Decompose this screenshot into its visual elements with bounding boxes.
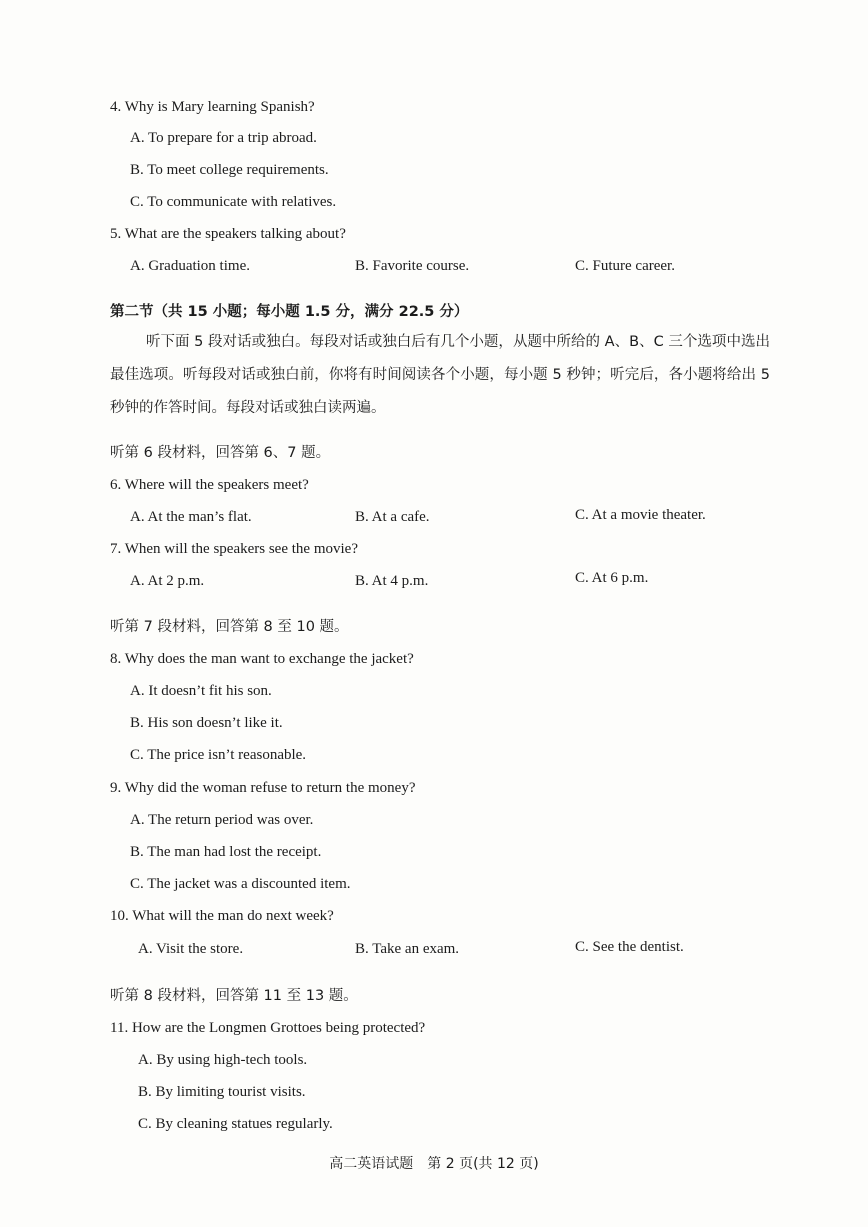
question-11-option-c: C. By cleaning statues regularly.: [138, 1116, 333, 1132]
group-7-heading: 听第 7 段材料，回答第 8 至 10 题。: [110, 619, 349, 635]
section-2-heading: 第二节（共 15 小题；每小题 1.5 分，满分 22.5 分）: [110, 304, 469, 320]
question-6-option-b: B. At a cafe.: [355, 509, 430, 525]
section-2-instructions: [110, 326, 770, 425]
question-11-option-b: B. By limiting tourist visits.: [138, 1084, 306, 1100]
question-5-option-b: B. Favorite course.: [355, 258, 470, 274]
question-8-stem: 8. Why does the man want to exchange the jacket?: [110, 651, 414, 667]
question-7-option-a: A. At 2 p.m.: [130, 573, 205, 589]
question-5-stem: 5. What are the speakers talking about?: [110, 226, 346, 242]
question-9-stem: 9. Why did the woman refuse to return the money?: [110, 780, 416, 796]
question-10-stem: 10. What will the man do next week?: [110, 908, 334, 924]
question-9-option-c: C. The jacket was a discounted item.: [130, 876, 351, 892]
question-5-option-c: C. Future career.: [575, 258, 675, 274]
question-6-stem: 6. Where will the speakers meet?: [110, 477, 309, 493]
group-8-heading: 听第 8 段材料，回答第 11 至 13 题。: [110, 988, 358, 1004]
question-4-option-a: A. To prepare for a trip abroad.: [130, 130, 317, 146]
question-8-option-a: A. It doesn’t fit his son.: [130, 683, 272, 699]
question-6-option-c: C. At a movie theater.: [575, 507, 706, 523]
question-6-option-a: A. At the man’s flat.: [130, 509, 252, 525]
question-8-option-c: C. The price isn’t reasonable.: [130, 747, 307, 763]
question-7-option-c: C. At 6 p.m.: [575, 570, 649, 586]
question-11-option-a: A. By using high-tech tools.: [138, 1052, 308, 1068]
question-10-option-c: C. See the dentist.: [575, 939, 684, 955]
question-7-stem: 7. When will the speakers see the movie?: [110, 541, 358, 557]
page-footer: 高二英语试题 第 2 页(共 12 页): [329, 1156, 539, 1172]
question-10-option-a: A. Visit the store.: [138, 941, 244, 957]
question-7-option-b: B. At 4 p.m.: [355, 573, 429, 589]
question-11-stem: 11. How are the Longmen Grottoes being protected?: [110, 1020, 426, 1036]
instructions-text: 听下面 5 段对话或独白。每段对话或独白后有几个小题，从题中所给的 A、B、C 三个选项中选出最佳选项。听每段对话或独白前，你将有时间阅读各个小题，每小题 5 秒钟；听完后，各小题将给出 5 秒钟的作答时间。每段对话或独白读两遍。: [110, 334, 770, 416]
group-6-heading: 听第 6 段材料，回答第 6、7 题。: [110, 445, 331, 461]
question-9-option-b: B. The man had lost the receipt.: [130, 844, 322, 860]
question-8-option-b: B. His son doesn’t like it.: [130, 715, 283, 731]
question-4-option-b: B. To meet college requirements.: [130, 162, 329, 178]
question-9-option-a: A. The return period was over.: [130, 812, 314, 828]
question-5-option-a: A. Graduation time.: [130, 258, 250, 274]
question-4-stem: 4. Why is Mary learning Spanish?: [110, 99, 315, 115]
question-10-option-b: B. Take an exam.: [355, 941, 460, 957]
question-4-option-c: C. To communicate with relatives.: [130, 194, 337, 210]
